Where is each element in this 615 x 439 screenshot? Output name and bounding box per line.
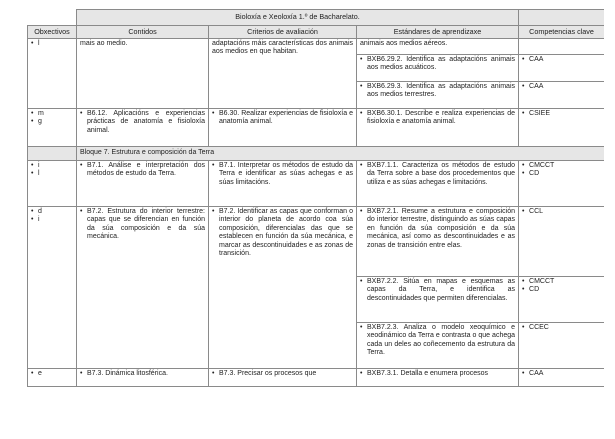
standard-item: • BXB7.1.1. Caracteriza os métodos de estudo da Terra sobre a base dos procedementos que utiliza e as súas achegas e limitacións. — [360, 162, 515, 187]
criteria-cell — [209, 369, 357, 387]
standard-item: • BXB7.2.2. Sitúa en mapas e esquemas as capas da Terra, e identifica as descontinuidades que permiten diferencialas. — [360, 278, 515, 303]
standard-item: • BXB7.2.3. Analiza o modelo xeoquímico e xeodinámico da Terra e contrasta o que achega cada un deles ao coñecemento da estrutura da Terra. — [360, 324, 515, 358]
block7-title: Bloque 7. Estrutura e composición da Terra — [77, 147, 605, 161]
header-objectives: Obxectivos — [28, 26, 77, 39]
competences-cell — [519, 277, 604, 323]
contents-cell: mais ao medio. — [77, 39, 209, 109]
competence-item: • CCL — [522, 208, 601, 216]
standard-cell — [357, 109, 519, 147]
standard-cell: animais aos medios aéreos. — [357, 39, 519, 55]
objective-item: • e — [31, 370, 73, 378]
block-title-spacer — [28, 147, 77, 161]
standard-cell — [357, 55, 519, 82]
content-item: • B6.12. Aplicacións e experiencias prácticas de anatomía e fisioloxía animal. — [80, 110, 205, 135]
standard-cell — [357, 82, 519, 109]
competence-item: • CAA — [522, 56, 601, 64]
criteria-item: • B7.2. Identificar as capas que conforman o interior do planeta de acordo coa súa composición, diferencialas das que se establecen en función da súa mecánica, e marcar as descontinuidades e as zonas de transición. — [212, 208, 353, 258]
competences-cell — [519, 55, 604, 82]
criteria-cell — [209, 109, 357, 147]
criteria-item: • B7.1. Interpretar os métodos de estudo da Terra e identificar as súas achegas e as súas limitacións. — [212, 162, 353, 187]
title-spacer — [28, 10, 77, 26]
title-spacer-right — [519, 10, 604, 26]
competence-item: • CAA — [522, 370, 601, 378]
standard-cell — [357, 369, 519, 387]
competences-cell — [519, 369, 604, 387]
criteria-cell — [209, 161, 357, 207]
objective-item: • i — [31, 216, 73, 224]
competences-cell — [519, 109, 604, 147]
standard-item: • BXB6.29.3. Identifica as adaptacións animais aos medios terrestres. — [360, 83, 515, 100]
criteria-item: • B7.3. Precisar os procesos que — [212, 370, 353, 378]
criteria-cell — [209, 207, 357, 369]
competences-cell — [519, 207, 604, 277]
objective-item: • l — [31, 40, 73, 48]
competence-item: • CAA — [522, 83, 601, 91]
competences-cell — [519, 39, 604, 55]
standard-cell — [357, 323, 519, 369]
objective-item: • m — [31, 110, 73, 118]
content-item: • B7.2. Estrutura do interior terrestre: capas que se diferencian en función da súa composición e da súa mecánica. — [80, 208, 205, 242]
competence-item: • CD — [522, 286, 601, 294]
contents-cell — [77, 161, 209, 207]
contents-cell — [77, 109, 209, 147]
standard-cell — [357, 207, 519, 277]
competences-cell — [519, 323, 604, 369]
objectives-cell — [28, 109, 77, 147]
objectives-cell — [28, 207, 77, 369]
standard-item: • BXB6.30.1. Describe e realiza experiencias de fisioloxía e anatomía animal. — [360, 110, 515, 127]
competence-item: • CCEC — [522, 324, 601, 332]
objective-item: • g — [31, 118, 73, 126]
table-title: Bioloxía e Xeoloxía 1.º de Bacharelato. — [77, 10, 519, 26]
standard-cell — [357, 277, 519, 323]
objective-item: • l — [31, 170, 73, 178]
criteria-cell: adaptacións máis características dos animais aos medios en que habitan. — [209, 39, 357, 109]
standard-item: • BXB7.2.1. Resume a estrutura e composición do interior terrestre, distinguindo as súas capas en función da súa composición e da súa mecánica, así como as descontinuidades e as zonas de transición entre elas. — [360, 208, 515, 250]
competences-cell — [519, 161, 604, 207]
standard-item: • BXB7.3.1. Detalla e enumera procesos — [360, 370, 515, 378]
competence-item: • CMCCT — [522, 162, 601, 170]
competence-item: • CSIEE — [522, 110, 601, 118]
standard-cell — [357, 161, 519, 207]
header-criteria: Criterios de avaliación — [209, 26, 357, 39]
objective-item: • i — [31, 162, 73, 170]
objective-item: • d — [31, 208, 73, 216]
competence-item: • CMCCT — [522, 278, 601, 286]
curriculum-table — [27, 9, 604, 387]
header-contents: Contidos — [77, 26, 209, 39]
content-item: • B7.3. Dinámica litosférica. — [80, 370, 205, 378]
competence-item: • CD — [522, 170, 601, 178]
objectives-cell — [28, 161, 77, 207]
header-standards: Estándares de aprendizaxe — [357, 26, 519, 39]
content-item: • B7.1. Análise e interpretación dos métodos de estudo da Terra. — [80, 162, 205, 179]
curriculum-table-page — [27, 9, 604, 409]
contents-cell — [77, 369, 209, 387]
contents-cell — [77, 207, 209, 369]
standard-item: • BXB6.29.2. Identifica as adaptacións animais aos medios acuáticos. — [360, 56, 515, 73]
header-competences: Competencias clave — [519, 26, 604, 39]
criteria-item: • B6.30. Realizar experiencias de fisioloxía e anatomía animal. — [212, 110, 353, 127]
objectives-cell — [28, 39, 77, 109]
competences-cell — [519, 82, 604, 109]
objectives-cell — [28, 369, 77, 387]
